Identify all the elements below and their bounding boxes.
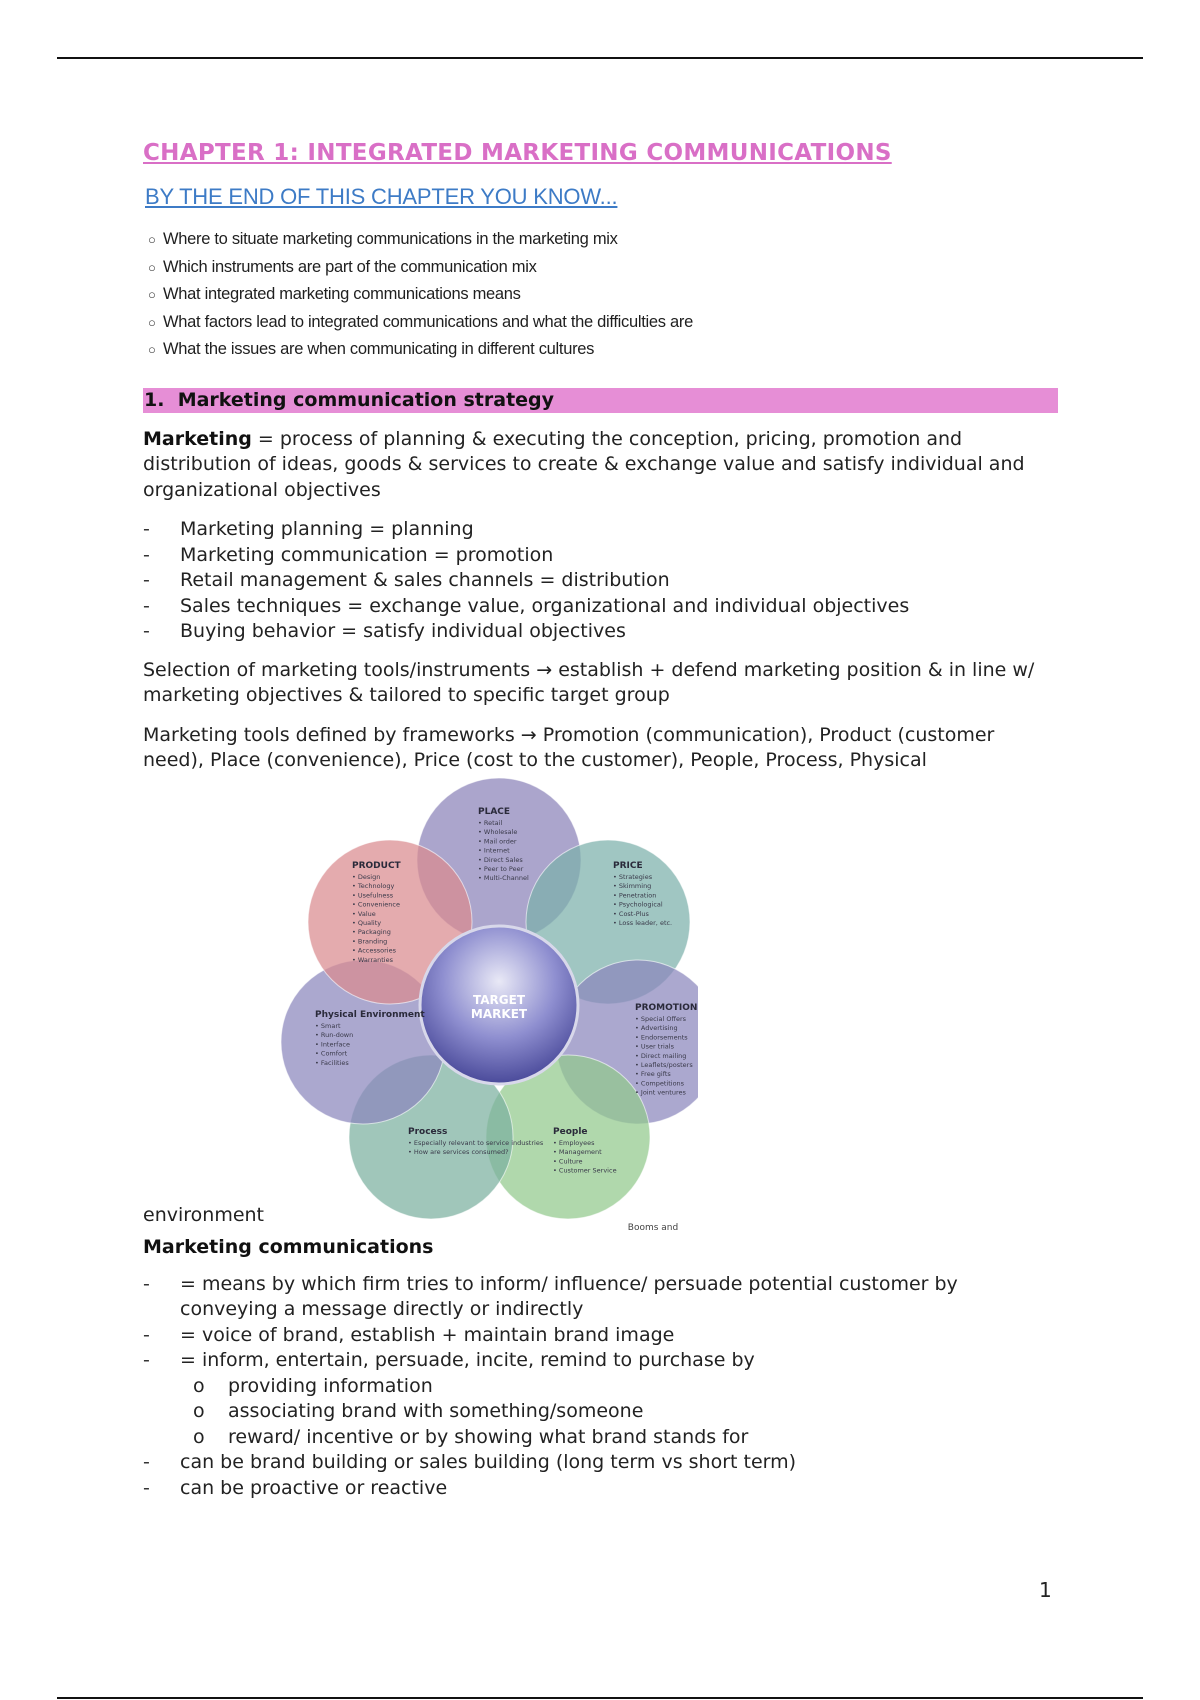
list-item: - can be proactive or reactive: [143, 1476, 448, 1499]
objective-item: ○ What the issues are when communicating in different cultures: [148, 336, 1058, 364]
list-item: - Buying behavior = satisfy individual objectives: [143, 620, 626, 642]
petal-title: Process: [408, 1126, 448, 1137]
bottom-rule: [57, 1697, 1143, 1699]
list-item: - = inform, entertain, persuade, incite, remind to purchase by: [143, 1349, 755, 1371]
mc-list: [143, 1272, 1058, 1374]
center-label-1: TARGET: [472, 992, 526, 1007]
list-item: - = voice of brand, establish + maintain brand image: [143, 1323, 675, 1346]
marketing-definition: Marketing = process of planning & executing the conception, pricing, promotion and distribution of ideas, goods & services to create & exchange value and satisfy individual and organizational objectives: [143, 427, 1025, 501]
objective-item: ○ What integrated marketing communications means: [148, 281, 1058, 309]
document-page: [143, 140, 1058, 1514]
objective-item: ○ What factors lead to integrated communications and what the difficulties are: [148, 309, 1058, 337]
sub-list-item: o providing information: [193, 1374, 433, 1397]
section-number: 1.: [144, 388, 165, 411]
petal-item: • Culture: [553, 1156, 583, 1165]
list-item: - Marketing communication = promotion: [143, 543, 554, 566]
petal-item: • Especially relevant to service industries: [408, 1138, 544, 1147]
petal-title: PROMOTION: [635, 1002, 698, 1013]
ring-bullet-icon: ○: [148, 342, 156, 357]
petal-item: • Branding: [352, 936, 388, 945]
petal-item: • Free gifts: [635, 1069, 671, 1078]
figure-row: [143, 772, 1058, 1232]
section-title: Marketing communication strategy: [177, 388, 555, 411]
mc-sub-list: [143, 1374, 1058, 1451]
petal-item: • Competitions: [635, 1078, 685, 1087]
mc-subheading: Marketing communications: [143, 1235, 434, 1258]
ring-bullet-icon: ○: [148, 232, 156, 247]
petal-item: • Peer to Peer: [478, 864, 524, 873]
petal-item: • Employees: [553, 1138, 595, 1147]
petal-title: People: [553, 1126, 588, 1137]
petal-item: • Direct mailing: [635, 1051, 687, 1060]
petal-item: • Packaging: [352, 927, 391, 936]
ring-bullet-icon: ○: [148, 259, 156, 275]
petal-item: • Management: [553, 1147, 602, 1156]
petal-item: • Penetration: [613, 890, 657, 899]
petal-title: PRODUCT: [352, 860, 401, 871]
ring-bullet-icon: ○: [148, 314, 156, 330]
petal-item: • Special Offers: [635, 1014, 687, 1023]
center-label-2: MARKET: [470, 1006, 528, 1021]
petal-title: Physical Environment: [315, 1009, 425, 1020]
ring-bullet-icon: ○: [148, 287, 156, 302]
petal-item: • Smart: [315, 1021, 341, 1030]
list-item: - Marketing planning = planning: [143, 518, 474, 540]
marketing-mix-diagram: [278, 772, 698, 1232]
list-item: - Sales techniques = exchange value, organizational and individual objectives: [143, 594, 910, 617]
petal-item: • Loss leader, etc.: [613, 918, 673, 927]
petal-item: • Convenience: [352, 900, 400, 909]
list-item: - Retail management & sales channels = distribution: [143, 569, 670, 591]
petal-item: • Psychological: [613, 900, 663, 909]
selection-paragraph: Selection of marketing tools/instruments → establish + defend marketing position & in line w/ marketing objectives & tailored to specific target group: [143, 658, 1035, 706]
petal-item: • Run-down: [315, 1030, 354, 1039]
section-heading: [143, 388, 1058, 413]
petal-item: • Multi-Channel: [478, 873, 529, 882]
sub-list-item: o reward/ incentive or by showing what brand stands for: [193, 1425, 749, 1448]
petal-item: • How are services consumed?: [408, 1147, 509, 1156]
objectives-heading: BY THE END OF THIS CHAPTER YOU KNOW...: [145, 184, 618, 209]
top-rule: [57, 57, 1143, 59]
petal-item: • Advertising: [635, 1023, 678, 1032]
petal-item: • Design: [352, 872, 381, 881]
petal-item: • Usefulness: [352, 890, 394, 899]
objective-item: ○ Where to situate marketing communications in the marketing mix: [148, 226, 1058, 254]
petal-item: • Strategies: [613, 872, 653, 881]
petal-item: • Joint ventures: [635, 1088, 686, 1097]
petal-item: • Endorsements: [635, 1032, 688, 1041]
objectives-list: [148, 226, 1058, 364]
petal-item: • Value: [352, 909, 376, 918]
sub-list-item: o associating brand with something/someone: [193, 1400, 644, 1422]
petal-item: • Facilities: [315, 1058, 349, 1067]
petal-item: • Quality: [352, 918, 382, 927]
objective-item: ○ Which instruments are part of the communication mix: [148, 254, 1058, 282]
petal-item: • Technology: [352, 881, 395, 890]
petal-item: • Direct Sales: [478, 855, 523, 864]
petal-item: • Internet: [478, 846, 510, 855]
petal-title: PLACE: [478, 806, 511, 817]
petal-item: • Customer Service: [553, 1166, 617, 1175]
petal-item: • Leaflets/posters: [635, 1060, 693, 1069]
marketing-list: [143, 517, 1058, 645]
mc-list-continued: [143, 1450, 1058, 1501]
petal-item: • Retail: [478, 818, 503, 827]
petal-title: PRICE: [613, 860, 643, 871]
petal-item: • Accessories: [352, 946, 396, 955]
petal-item: • Warranties: [352, 955, 393, 964]
marketing-term: Marketing: [143, 427, 252, 450]
environment-text: environment: [143, 1203, 265, 1226]
petal-item: • Comfort: [315, 1049, 348, 1058]
petal-item: • User trials: [635, 1042, 674, 1051]
petal-item: • Interface: [315, 1039, 351, 1048]
frameworks-paragraph: Marketing tools defined by frameworks → Promotion (communication), Product (customer need), Place (convenience), Price (cost to the customer), People, Process, Physical: [143, 723, 995, 771]
petal-item: • Skimming: [613, 881, 652, 890]
list-item: - can be brand building or sales building (long term vs short term): [143, 1451, 797, 1473]
list-item: - = means by which firm tries to inform/ influence/ persuade potential customer by conveying a message directly or indirectly: [143, 1272, 958, 1320]
petal-item: • Mail order: [478, 836, 517, 845]
watermark-text: Booms and: [627, 1222, 679, 1232]
chapter-title: CHAPTER 1: INTEGRATED MARKETING COMMUNICATIONS: [143, 140, 892, 166]
page-number: 1: [1039, 1578, 1052, 1602]
petal-item: • Cost-Plus: [613, 909, 649, 918]
petal-item: • Wholesale: [478, 827, 518, 836]
